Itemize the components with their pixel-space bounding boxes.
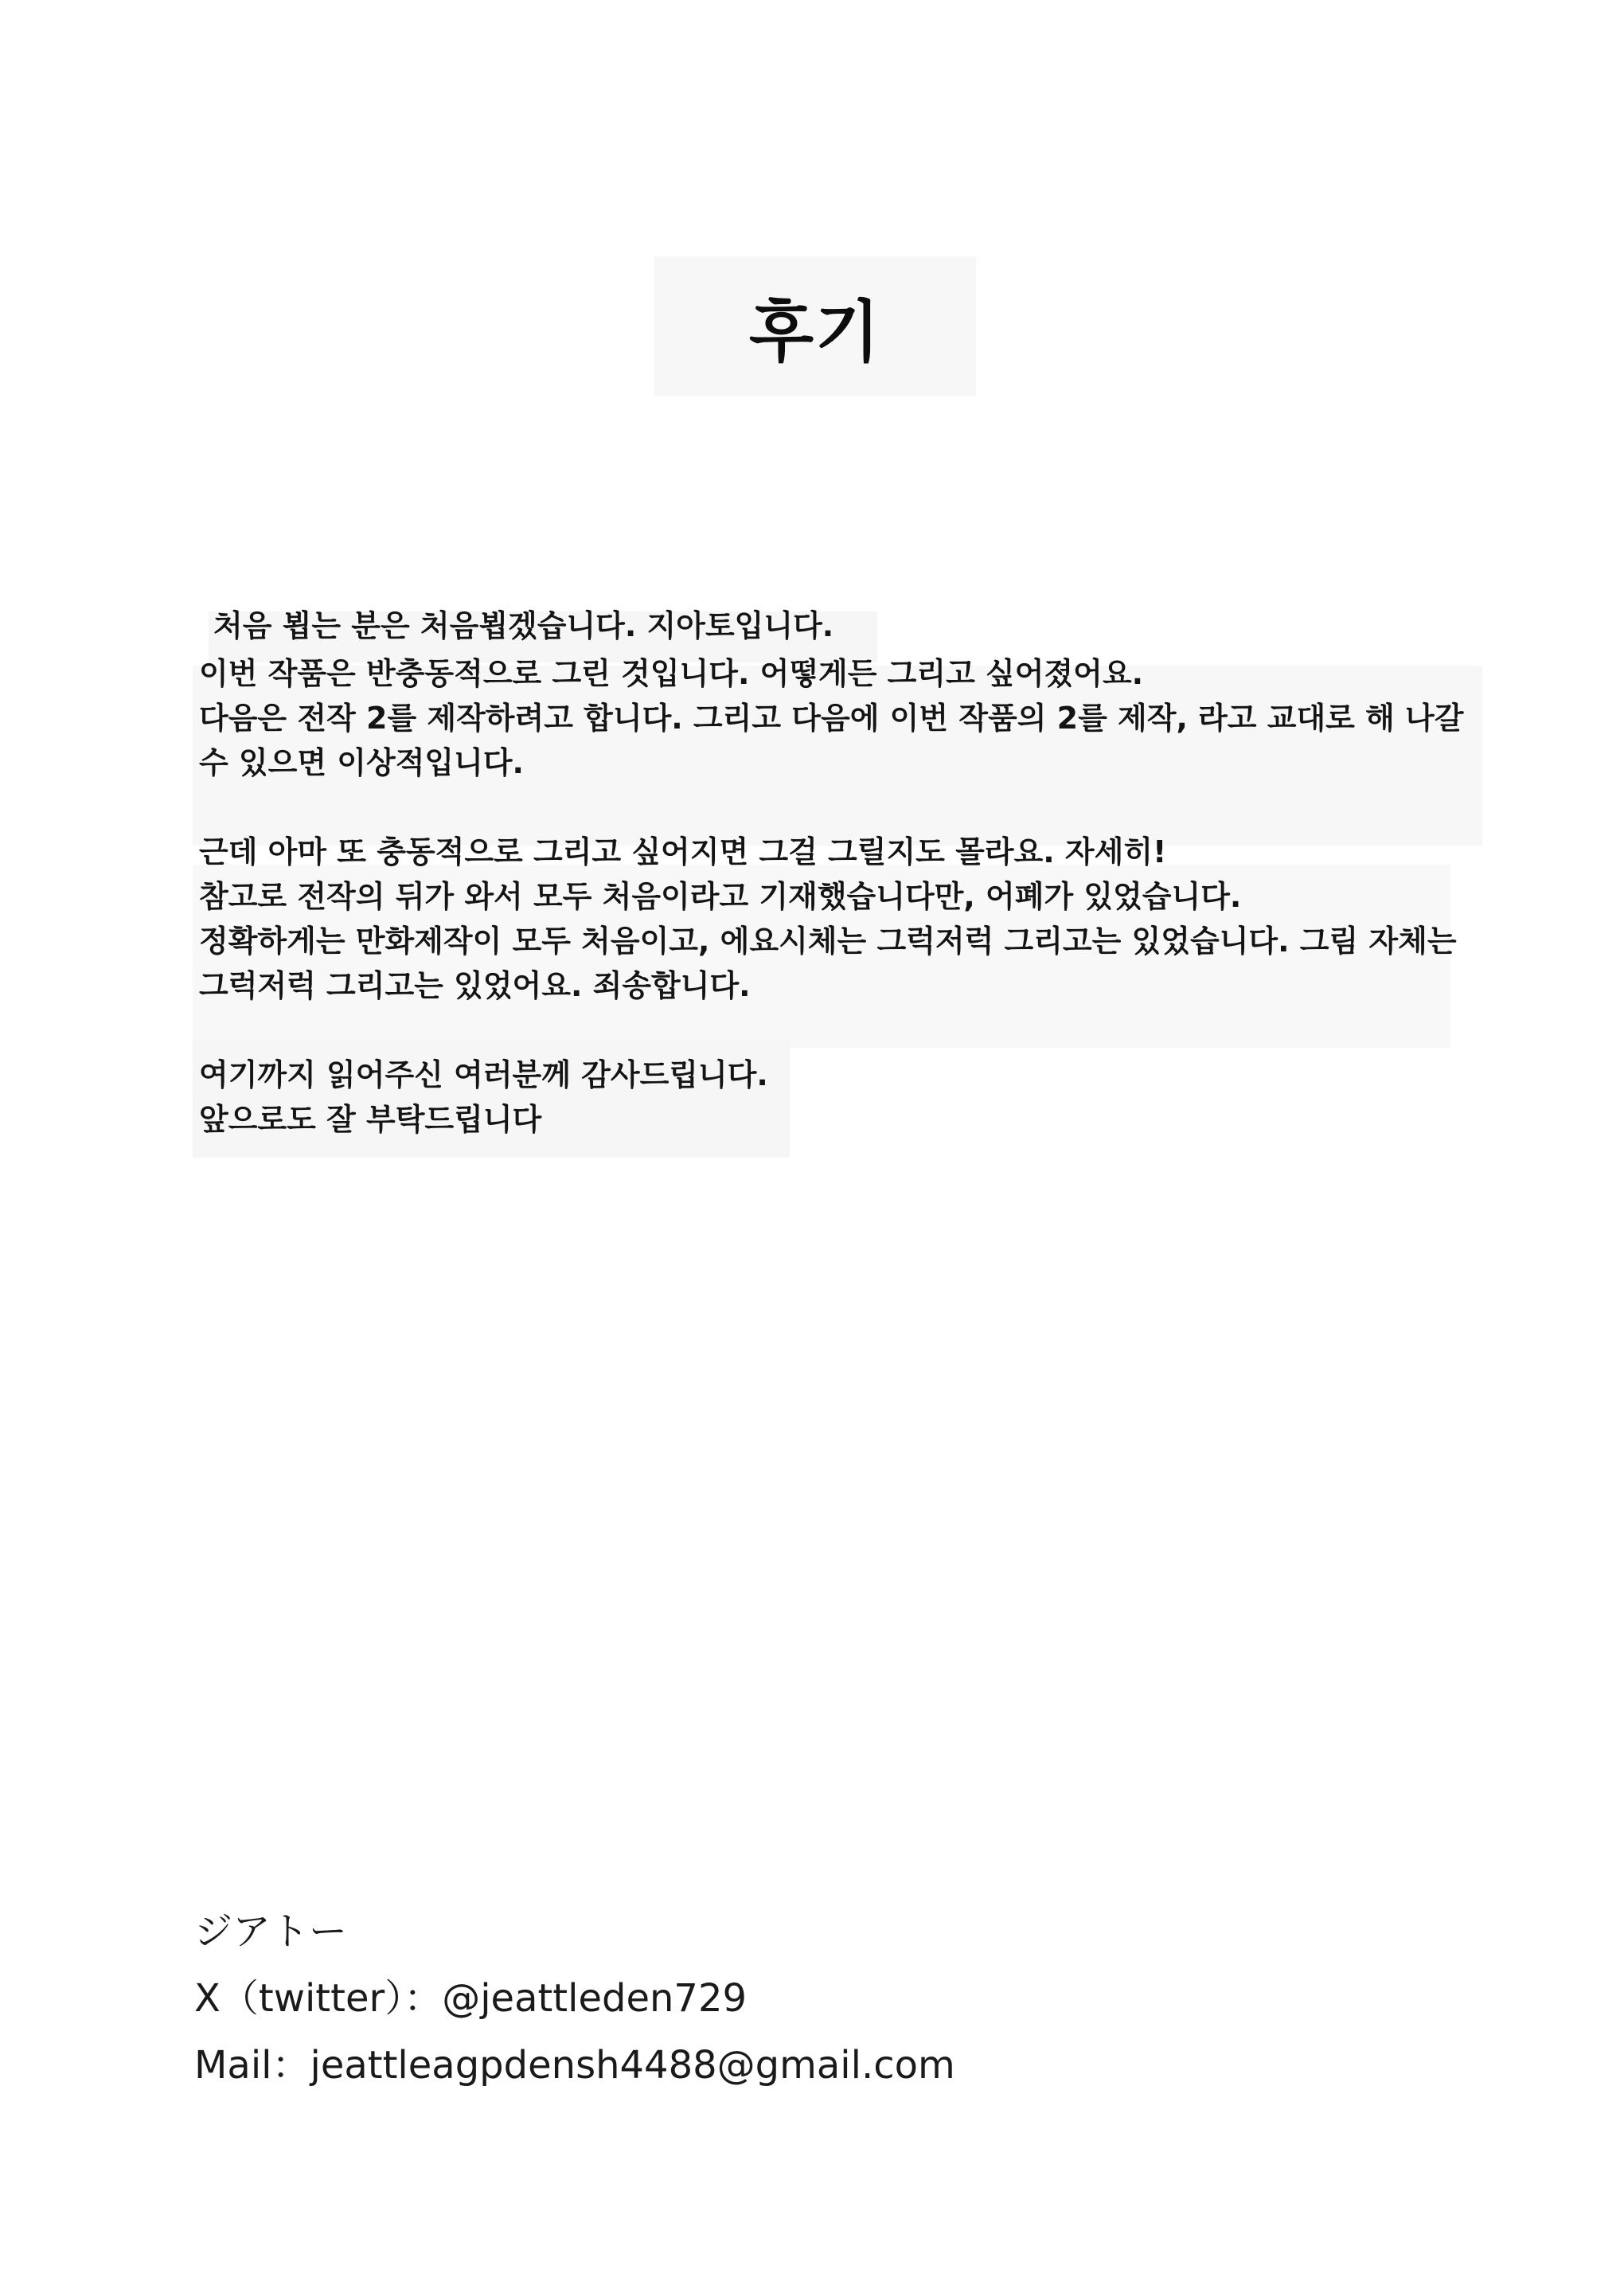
- body-line: 그럭저럭 그리고는 있었어요. 죄송합니다.: [199, 968, 751, 1003]
- title-box: [654, 256, 976, 396]
- body-line: 여기까지 읽어주신 여러분께 감사드립니다.: [199, 1057, 768, 1092]
- afterword-body: [199, 604, 1489, 1142]
- paragraph-gap: [199, 785, 1489, 830]
- body-line: 참고로 전작의 뒤가 와서 모두 처음이라고 기재했습니다만, 어폐가 있었습니다.: [199, 879, 1242, 914]
- page-title: 후기: [748, 292, 882, 371]
- paragraph-gap: [199, 1008, 1489, 1053]
- mail-address: Mail：jeattleagpdensh4488@gmail.com: [194, 2043, 955, 2088]
- body-line: 수 있으면 이상적입니다.: [199, 745, 524, 780]
- greeting-line: 처음 뵙는 분은 처음뵙겠습니다. 지아토입니다.: [213, 608, 834, 643]
- author-name: ジアトー: [194, 1909, 348, 1954]
- body-line: 다음은 전작 2를 제작하려고 합니다. 그리고 다음에 이번 작품의 2를 제작, 라고 교대로 해 나갈: [199, 701, 1464, 736]
- contact-info: [194, 1898, 955, 2099]
- body-line: 근데 아마 또 충동적으로 그리고 싶어지면 그걸 그릴지도 몰라요. 자세히!: [199, 834, 1167, 869]
- body-line: 앞으로도 잘 부탁드립니다: [199, 1102, 542, 1137]
- body-line: 이번 작품은 반충동적으로 그린 것입니다. 어떻게든 그리고 싶어졌어요.: [199, 656, 1144, 691]
- body-line: 정확하게는 만화제작이 모두 처음이고, 에요시체는 그럭저럭 그리고는 있었습니다. 그림 자체는: [199, 924, 1457, 959]
- twitter-handle: X（twitter）：@jeattleden729: [194, 1976, 748, 2021]
